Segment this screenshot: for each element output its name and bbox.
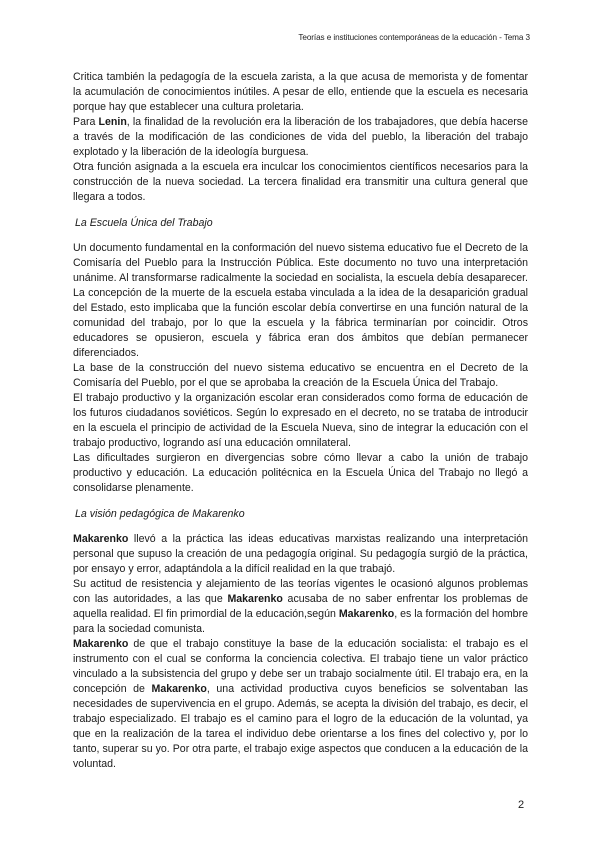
paragraph: Un documento fundamental en la conformación del nuevo sistema educativo fue el Decreto de la Comisaría del Pueblo para la Instrucción Pública. Este documento no tuvo una interpretación unánime. Al transformarse radicalmente la sociedad en socialista, la escuela debía desaparecer. La concepción de la muerte de la escuela estaba vinculada a la idea de la desaparición gradual del Estado, esto implicaba que la función escolar debía convertirse en una función natural de la comunidad del trabajo, por lo que la escuela y la fábrica terminarían por coincidir. Otros educadores se opusieron, escuela y fábrica eran dos ámbitos que debían permanecer diferenciados. xyxy=(73,242,528,359)
page-number: 2 xyxy=(518,799,525,811)
bold-name: Makarenko xyxy=(227,593,283,605)
paragraph: Critica también la pedagogía de la escuela zarista, a la que acusa de memorista y de fomentar la acumulación de conocimientos inútiles. A pesar de ello, entiende que la escuela es necesaria porque hay que establecer una cultura proletaria. xyxy=(73,71,528,113)
paragraph: Makarenko de que el trabajo constituye la base de la educación socialista: el trabajo es el instrumento con el cual se conforma la conciencia colectiva. El trabajo tiene un valor práctico vinculado a la subsistencia del grupo y debe ser un trabajo socialmente útil. El trabajo era, en la concepción de Makarenko, una actividad productiva cuyos beneficios se solventaban las necesidades de supervivencia en el grupo. Además, se acepta la división del trabajo, es decir, el trabajo especializado. El trabajo es el camino para el logro de la educación de la voluntad, ya que en la realización de la tarea el individuo debe orientarse a los fines del colectivo y, por lo tanto, superar su yo. Por otra parte, el trabajo exige aspectos que conducen a la educación de la voluntad. xyxy=(73,638,529,770)
paragraph: Otra función asignada a la escuela era inculcar los conocimientos científicos necesarios para la construcción de la nueva sociedad. La tercera finalidad era transmitir una cultura general que llegara a todos. xyxy=(73,161,528,203)
paragraph: Para Lenin, la finalidad de la revolución era la liberación de los trabajadores, que debía hacerse a través de la modificación de las condiciones de vida del pueblo, la liberación del trabajo explotado y la liberación de la ideología burguesa. xyxy=(73,116,528,158)
bold-name: Makarenko xyxy=(73,533,129,545)
paragraph: El trabajo productivo y la organización escolar eran considerados como forma de educación de los futuros ciudadanos soviéticos. Según lo expresado en el decreto, no se trataba de introducir en la escuela el principio de actividad de la Escuela Nueva, sino de integrar la educación con el trabajo productivo, logrando así una educación omnilateral. xyxy=(73,392,528,449)
document-body xyxy=(73,70,528,772)
bold-name: Makarenko xyxy=(338,608,395,620)
bold-name: Makarenko xyxy=(151,683,207,695)
paragraph: Su actitud de resistencia y alejamiento de las teorías vigentes le ocasionó algunos problemas con las autoridades, a las que Makarenko acusaba de no saber enfrentar los problemas de aquella realidad. El fin primordial de la educación,según Makarenko, es la formación del hombre para la sociedad comunista. xyxy=(73,578,528,635)
paragraph: Las dificultades surgieron en divergencias sobre cómo llevar a cabo la unión de trabajo productivo y educación. La educación politécnica en la Escuela Única del Trabajo no llegó a consolidarse plenamente. xyxy=(73,452,528,494)
section-heading: La Escuela Única del Trabajo xyxy=(75,217,213,229)
bold-name: Makarenko xyxy=(73,638,129,650)
section-heading: La visión pedagógica de Makarenko xyxy=(75,508,245,520)
paragraph: La base de la construcción del nuevo sistema educativo se encuentra en el Decreto de la Comisaría del Pueblo, por el que se aprobaba la creación de la Escuela Única del Trabajo. xyxy=(73,362,528,389)
bold-name: Lenin xyxy=(98,116,127,128)
running-header: Teorías e instituciones contemporáneas de la educación - Tema 3 xyxy=(298,33,530,42)
paragraph: Makarenko llevó a la práctica las ideas educativas marxistas realizando una interpretación personal que supuso la creación de una pedagogía original. Su pedagogía surgió de la práctica, por ensayo y error, adaptándola a la difícil realidad en la que trabajó. xyxy=(73,533,528,575)
